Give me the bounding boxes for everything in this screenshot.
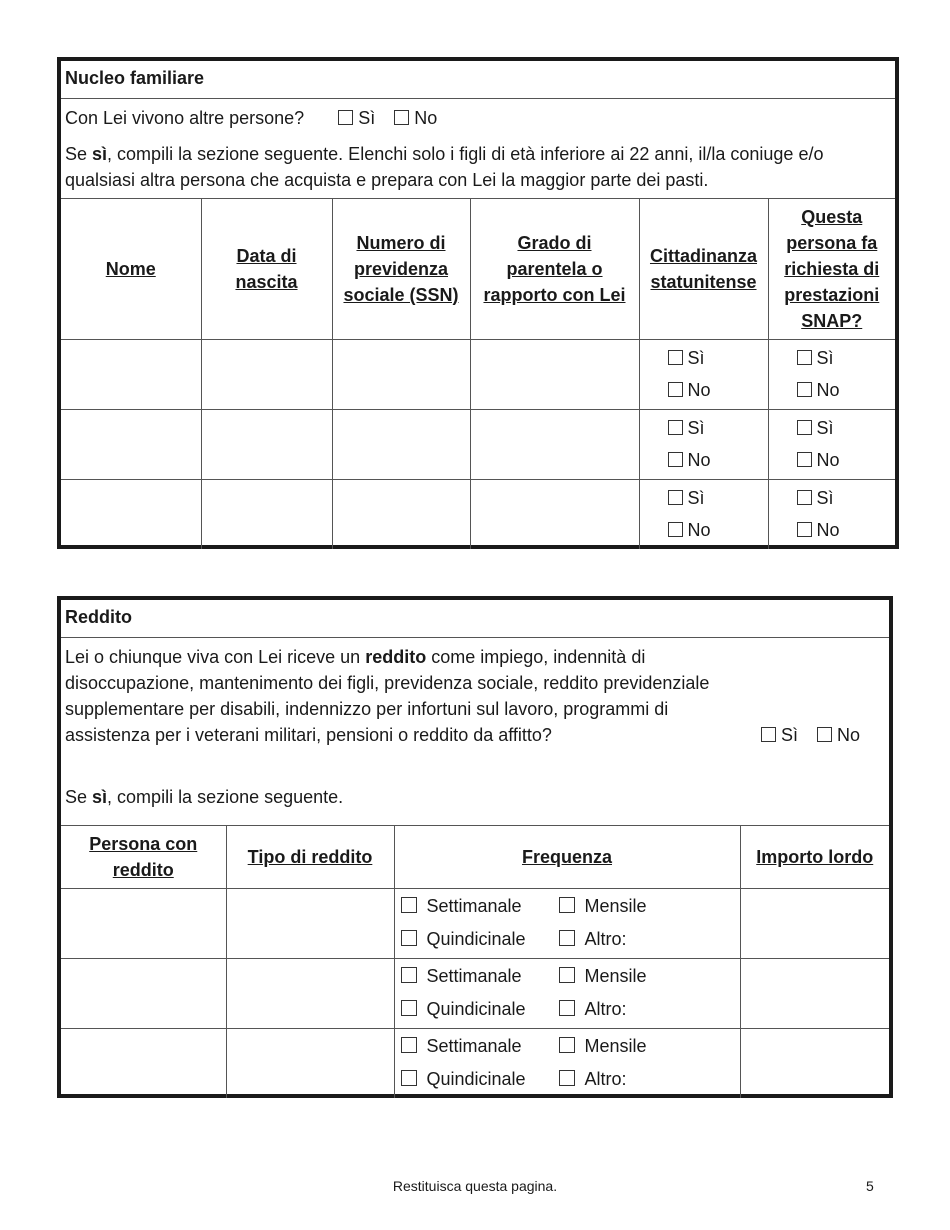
col-header-ssn: Numero di previdenza sociale (SSN) xyxy=(332,199,470,339)
freq-weekly-option[interactable]: Settimanale xyxy=(401,1030,559,1063)
cell-cittadinanza xyxy=(639,479,768,549)
checkbox-icon[interactable] xyxy=(559,967,575,983)
snap-yes-option[interactable]: Sì xyxy=(797,412,896,444)
household-yes-option[interactable] xyxy=(338,99,375,137)
income-table xyxy=(61,826,889,1098)
col-header-data-nascita: Data di nascita xyxy=(201,199,332,339)
household-row xyxy=(61,339,895,409)
household-header-row xyxy=(61,199,895,339)
col-header-persona: Persona con reddito xyxy=(61,826,226,888)
income-row xyxy=(61,958,889,1028)
checkbox-icon[interactable] xyxy=(668,350,683,365)
checkbox-icon[interactable] xyxy=(338,110,353,125)
income-question-row xyxy=(61,638,889,826)
checkbox-icon[interactable] xyxy=(817,727,832,742)
household-no-label: No xyxy=(414,108,438,128)
checkbox-icon[interactable] xyxy=(401,1037,417,1053)
cell-cittadinanza xyxy=(639,409,768,479)
household-instructions-row xyxy=(61,135,895,199)
income-answer xyxy=(761,722,874,748)
checkbox-icon[interactable] xyxy=(559,930,575,946)
checkbox-icon[interactable] xyxy=(668,420,683,435)
freq-biweekly-option[interactable]: Quindicinale xyxy=(401,923,559,956)
household-row xyxy=(61,409,895,479)
checkbox-icon[interactable] xyxy=(559,1037,575,1053)
freq-weekly-option[interactable]: Settimanale xyxy=(401,960,559,993)
household-question: Con Lei vivono altre persone? xyxy=(65,108,305,128)
freq-monthly-option[interactable]: Mensile xyxy=(559,966,647,986)
freq-biweekly-option[interactable]: Quindicinale xyxy=(401,1063,559,1096)
cell-persona[interactable] xyxy=(61,888,226,958)
checkbox-icon[interactable] xyxy=(797,350,812,365)
income-header-row xyxy=(61,826,889,888)
page-number: 5 xyxy=(866,1178,874,1194)
cell-tipo[interactable] xyxy=(226,1028,394,1098)
cell-parentela[interactable] xyxy=(470,409,639,479)
col-header-cittadinanza: Cittadinanza statunitense xyxy=(639,199,768,339)
freq-monthly-option[interactable]: Mensile xyxy=(559,896,647,916)
cittadinanza-no-option[interactable]: No xyxy=(668,374,768,406)
cell-parentela[interactable] xyxy=(470,479,639,549)
col-header-parentela: Grado di parentela o rapporto con Lei xyxy=(470,199,639,339)
household-question-row xyxy=(61,99,895,135)
cell-persona[interactable] xyxy=(61,1028,226,1098)
freq-other-option[interactable]: Altro: xyxy=(559,999,627,1019)
income-title: Reddito xyxy=(65,607,132,627)
cell-nome[interactable] xyxy=(61,409,201,479)
cell-persona[interactable] xyxy=(61,958,226,1028)
checkbox-icon[interactable] xyxy=(401,1000,417,1016)
snap-no-option[interactable]: No xyxy=(797,374,896,406)
cell-frequenza xyxy=(394,888,740,958)
col-header-importo: Importo lordo xyxy=(740,826,889,888)
income-title-row xyxy=(61,600,889,638)
checkbox-icon[interactable] xyxy=(559,1070,575,1086)
checkbox-icon[interactable] xyxy=(559,1000,575,1016)
checkbox-icon[interactable] xyxy=(668,490,683,505)
checkbox-icon[interactable] xyxy=(394,110,409,125)
cittadinanza-yes-option[interactable]: Sì xyxy=(668,412,768,444)
cell-ssn[interactable] xyxy=(332,409,470,479)
cittadinanza-no-option[interactable]: No xyxy=(668,514,768,546)
checkbox-icon[interactable] xyxy=(668,452,683,467)
checkbox-icon[interactable] xyxy=(797,490,812,505)
col-header-tipo: Tipo di reddito xyxy=(226,826,394,888)
col-header-nome: Nome xyxy=(61,199,201,339)
checkbox-icon[interactable] xyxy=(668,522,683,537)
income-section xyxy=(57,596,893,1098)
income-row xyxy=(61,888,889,958)
household-yes-label: Sì xyxy=(358,108,376,128)
checkbox-icon[interactable] xyxy=(401,930,417,946)
cell-frequenza xyxy=(394,1028,740,1098)
income-instructions: Se sì, compili la sezione seguente. xyxy=(65,787,344,807)
checkbox-icon[interactable] xyxy=(797,522,812,537)
cell-tipo[interactable] xyxy=(226,958,394,1028)
checkbox-icon[interactable] xyxy=(668,382,683,397)
snap-no-option[interactable]: No xyxy=(797,514,896,546)
cell-snap xyxy=(768,409,895,479)
snap-yes-option[interactable]: Sì xyxy=(797,482,896,514)
col-header-frequenza: Frequenza xyxy=(394,826,740,888)
household-instructions: Se sì, compili la sezione seguente. Elenchi solo i figli di età inferiore ai 22 anni, il/la coniuge e/o qualsiasi altra persona che acquista e prepara con Lei la maggior parte dei pasti. xyxy=(65,144,824,190)
snap-yes-option[interactable]: Sì xyxy=(797,342,896,374)
household-no-option[interactable] xyxy=(394,99,437,137)
cell-ssn[interactable] xyxy=(332,339,470,409)
household-title: Nucleo familiare xyxy=(65,68,205,88)
cell-data-nascita[interactable] xyxy=(201,339,332,409)
cell-frequenza xyxy=(394,958,740,1028)
income-question: Lei o chiunque viva con Lei riceve un reddito come impiego, indennità di disoccupazione, mantenimento dei figli, previdenza sociale, reddito previdenziale supplementare per disabili, indennizzo per infortuni sul lavoro, programmi di assistenza per i veterani militari, pensioni o reddito da affitto? xyxy=(65,647,710,745)
cell-importo[interactable] xyxy=(740,958,889,1028)
cell-cittadinanza xyxy=(639,339,768,409)
freq-other-option[interactable]: Altro: xyxy=(559,929,627,949)
freq-biweekly-option[interactable]: Quindicinale xyxy=(401,993,559,1026)
cell-importo[interactable] xyxy=(740,888,889,958)
household-table xyxy=(61,199,895,549)
cell-nome[interactable] xyxy=(61,479,201,549)
checkbox-icon[interactable] xyxy=(401,1070,417,1086)
footer-text: Restituisca questa pagina. xyxy=(392,1178,558,1194)
checkbox-icon[interactable] xyxy=(559,897,575,913)
checkbox-icon[interactable] xyxy=(401,897,417,913)
col-header-snap: Questa persona fa richiesta di prestazioni SNAP? xyxy=(768,199,895,339)
cell-ssn[interactable] xyxy=(332,479,470,549)
checkbox-icon[interactable] xyxy=(797,382,812,397)
household-row xyxy=(61,479,895,549)
cell-snap xyxy=(768,339,895,409)
income-row xyxy=(61,1028,889,1098)
cell-nome[interactable] xyxy=(61,339,201,409)
cell-snap xyxy=(768,479,895,549)
cell-data-nascita[interactable] xyxy=(201,479,332,549)
cell-importo[interactable] xyxy=(740,1028,889,1098)
income-yes-option[interactable]: Sì xyxy=(761,722,798,748)
household-section xyxy=(57,57,899,549)
cell-parentela[interactable] xyxy=(470,339,639,409)
checkbox-icon[interactable] xyxy=(797,452,812,467)
cittadinanza-no-option[interactable]: No xyxy=(668,444,768,476)
household-title-row xyxy=(61,61,895,99)
cell-tipo[interactable] xyxy=(226,888,394,958)
snap-no-option[interactable]: No xyxy=(797,444,896,476)
cittadinanza-yes-option[interactable]: Sì xyxy=(668,342,768,374)
cittadinanza-yes-option[interactable]: Sì xyxy=(668,482,768,514)
income-no-option[interactable]: No xyxy=(817,722,860,748)
freq-monthly-option[interactable]: Mensile xyxy=(559,1036,647,1056)
freq-other-option[interactable]: Altro: xyxy=(559,1069,627,1089)
checkbox-icon[interactable] xyxy=(761,727,776,742)
cell-data-nascita[interactable] xyxy=(201,409,332,479)
checkbox-icon[interactable] xyxy=(797,420,812,435)
checkbox-icon[interactable] xyxy=(401,967,417,983)
freq-weekly-option[interactable]: Settimanale xyxy=(401,890,559,923)
